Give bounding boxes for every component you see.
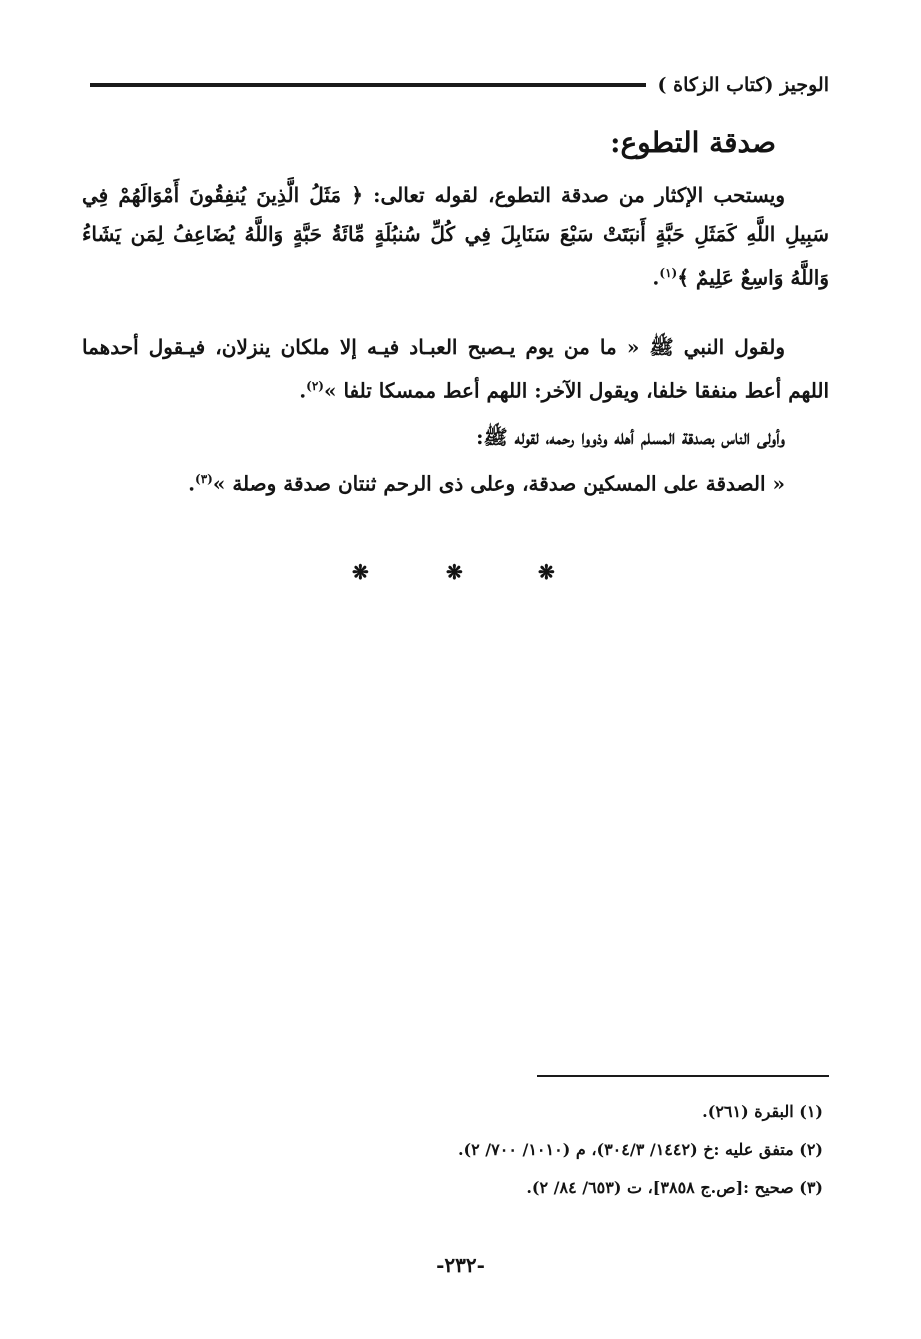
footnote-ref-1: (١) [659, 266, 678, 280]
header-title: الوجيز (كتاب الزكاة ) [657, 74, 829, 96]
paragraph-1-end: . [652, 265, 660, 290]
footnote-ref-2: (٢) [306, 379, 324, 393]
footnote-1: (١) البقرة (٢٦١). [702, 1102, 823, 1121]
section-separator [0, 560, 921, 590]
paragraph-2 [82, 328, 829, 411]
footnote-2: (٢) متفق عليه :خ (١٤٤٢/ ٣٠٤/٣)، م (١٠١٠/ ٧٠٠/ ٢). [457, 1140, 823, 1159]
page-number: -٢٣٢- [436, 1253, 485, 1277]
footnote-ref-3: (٣) [195, 472, 213, 486]
paragraph-4-text: « الصدقة على المسكين صدقة، وعلى ذى الرحم ثنتان صدقة وصلة » [212, 471, 785, 496]
running-header [90, 68, 829, 102]
footnote-3: (٣) صحيح :[ص.ج ٣٨٥٨]، ت (٦٥٣/ ٨٤/ ٢). [526, 1178, 823, 1197]
paragraph-1 [82, 176, 829, 298]
footnote-rule [537, 1075, 829, 1077]
section-title: صدقة التطوع: [610, 126, 776, 159]
header-rule [90, 83, 646, 87]
paragraph-3-text: وأولى الناس بصدقة المسلم أهله وذووا رحمه، لقوله ﷺ: [476, 425, 785, 449]
separator-star: ❋ [352, 560, 369, 584]
paragraph-2-end: . [299, 378, 307, 403]
paragraph-2-text: ولقول النبي ﷺ « ما من يوم يـصبح العبـاد فيـه إلا ملكان ينزلان، فيـقول أحدهما اللهم أعط منفقا خلفا، ويقول الآخر: اللهم أعط ممسكا تلفا » [82, 335, 829, 403]
paragraph-1-text: ويستحب الإكثار من صدقة التطوع، لقوله تعالى: ﴿ مَثَلُ الَّذِينَ يُنفِقُونَ أَمْوَالَهُمْ فِي سَبِيلِ اللَّهِ كَمَثَلِ حَبَّةٍ أَنبَتَتْ سَبْعَ سَنَابِلَ فِي كُلِّ سُنبُلَةٍ مِّائَةُ حَبَّةٍ وَاللَّهُ يُضَاعِفُ لِمَن يَشَاءُ وَاللَّهُ وَاسِعٌ عَلِيمٌ ﴾ [82, 183, 829, 290]
separator-star: ❋ [538, 560, 555, 584]
separator-star: ❋ [446, 560, 463, 584]
paragraph-4 [82, 460, 829, 504]
paragraph-4-end: . [188, 471, 196, 496]
footnotes [458, 1093, 823, 1207]
paragraph-3 [82, 418, 829, 457]
